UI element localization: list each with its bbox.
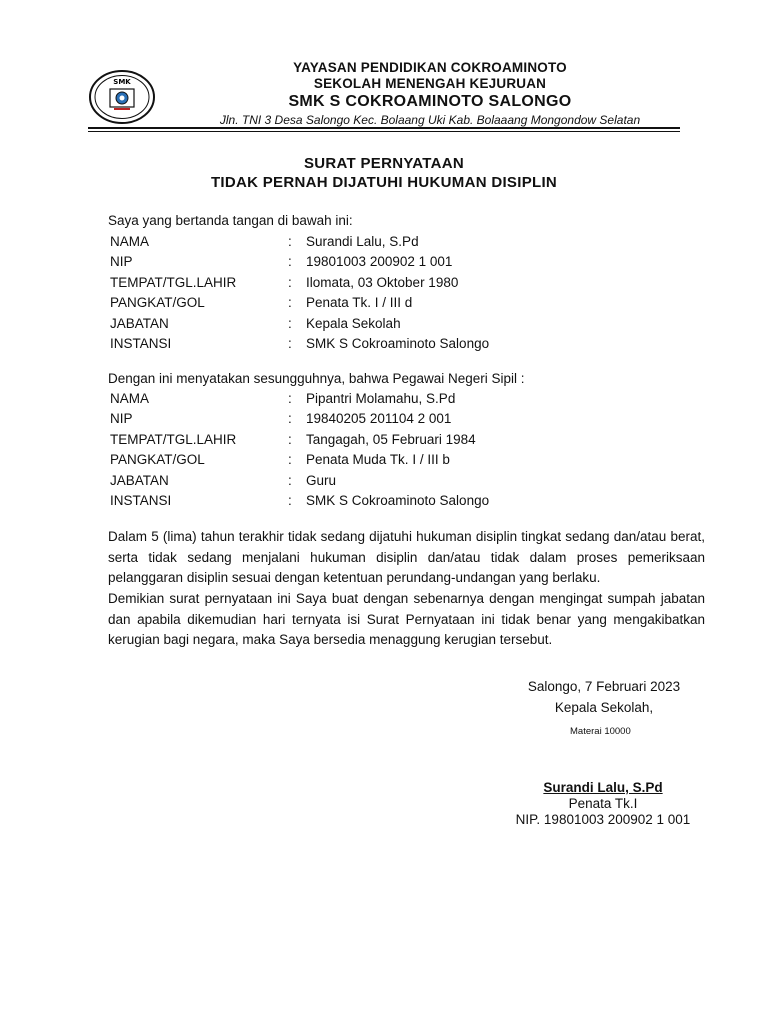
school-logo — [88, 68, 156, 126]
table-row: INSTANSI : SMK S Cokroaminoto Salongo — [110, 493, 490, 509]
table-row: PANGKAT/GOL : Penata Muda Tk. I / III b — [110, 452, 450, 468]
signer-name: Surandi Lalu, S.Pd — [543, 780, 663, 795]
signature-block — [470, 780, 736, 828]
school-type: SEKOLAH MENENGAH KEJURUAN — [313, 76, 547, 91]
signer-rank: Penata Tk.I — [568, 796, 638, 811]
table-row: INSTANSI : SMK S Cokroaminoto Salongo — [110, 336, 490, 352]
letterhead-rule-thin — [88, 131, 680, 132]
place-date: Salongo, 7 Februari 2023 — [527, 679, 681, 694]
document-title — [0, 154, 768, 192]
table-row: JABATAN : Guru — [110, 472, 337, 488]
school-address: Jln. TNI 3 Desa Salongo Kec. Bolaang Uki Kab. Bolaaang Mongondow Selatan — [219, 113, 641, 127]
letterhead — [160, 60, 700, 129]
table-row: NAMA : Surandi Lalu, S.Pd — [110, 233, 419, 249]
foundation-name: YAYASAN PENDIDIKAN COKROAMINOTO — [293, 60, 567, 75]
title-line-2: TIDAK PERNAH DIJATUHI HUKUMAN DISIPLIN — [210, 174, 558, 191]
closing-paragraph: Demikian surat pernyataan ini Saya buat dengan sebenarnya dengan mengingat sumpah jabatan dan apabila dikemudian hari ternyata isi Surat Pernyataan ini tidak benar yang mengakibatkan kerugian bagi negara, maka Saya bersedia menaggung kerugian tersebut. — [108, 591, 705, 647]
signer-nip: NIP. 19801003 200902 1 001 — [515, 812, 691, 827]
table-row: TEMPAT/TGL.LAHIR : Ilomata, 03 Oktober 1980 — [110, 274, 459, 290]
table-row: TEMPAT/TGL.LAHIR : Tangagah, 05 Februari 1984 — [110, 431, 476, 447]
materai-stamp-label: Materai 10000 — [570, 726, 631, 737]
table-row: PANGKAT/GOL : Penata Tk. I / III d — [110, 295, 413, 311]
svg-text:SMK: SMK — [113, 78, 131, 86]
statement-paragraph: Dalam 5 (lima) tahun terakhir tidak sedang dijatuhi hukuman disiplin tingkat sedang dan/atau berat, serta tidak sedang menjalani hukuman disiplin dan/atau tidak dalam proses pemeriksaan pelanggaran disiplin sesuai dengan ketentuan perundang-undangan yang berlaku. — [108, 529, 705, 585]
table-row: NIP : 19801003 200902 1 001 — [110, 254, 453, 270]
signer-details-table — [110, 231, 489, 354]
table-row: NAMA : Pipantri Molamahu, S.Pd — [110, 390, 456, 406]
employee-details-table — [110, 388, 489, 511]
intro-signer: Saya yang bertanda tangan di bawah ini: — [108, 213, 353, 228]
signer-position: Kepala Sekolah, — [554, 700, 654, 715]
table-row: JABATAN : Kepala Sekolah — [110, 315, 401, 331]
table-row: NIP : 19840205 201104 2 001 — [110, 411, 452, 427]
letterhead-rule-thick — [88, 127, 680, 129]
school-name: SMK S COKROAMINOTO SALONGO — [288, 93, 572, 110]
intro-employee: Dengan ini menyatakan sesungguhnya, bahwa Pegawai Negeri Sipil : — [108, 371, 525, 386]
title-line-1: SURAT PERNYATAAN — [303, 155, 465, 172]
